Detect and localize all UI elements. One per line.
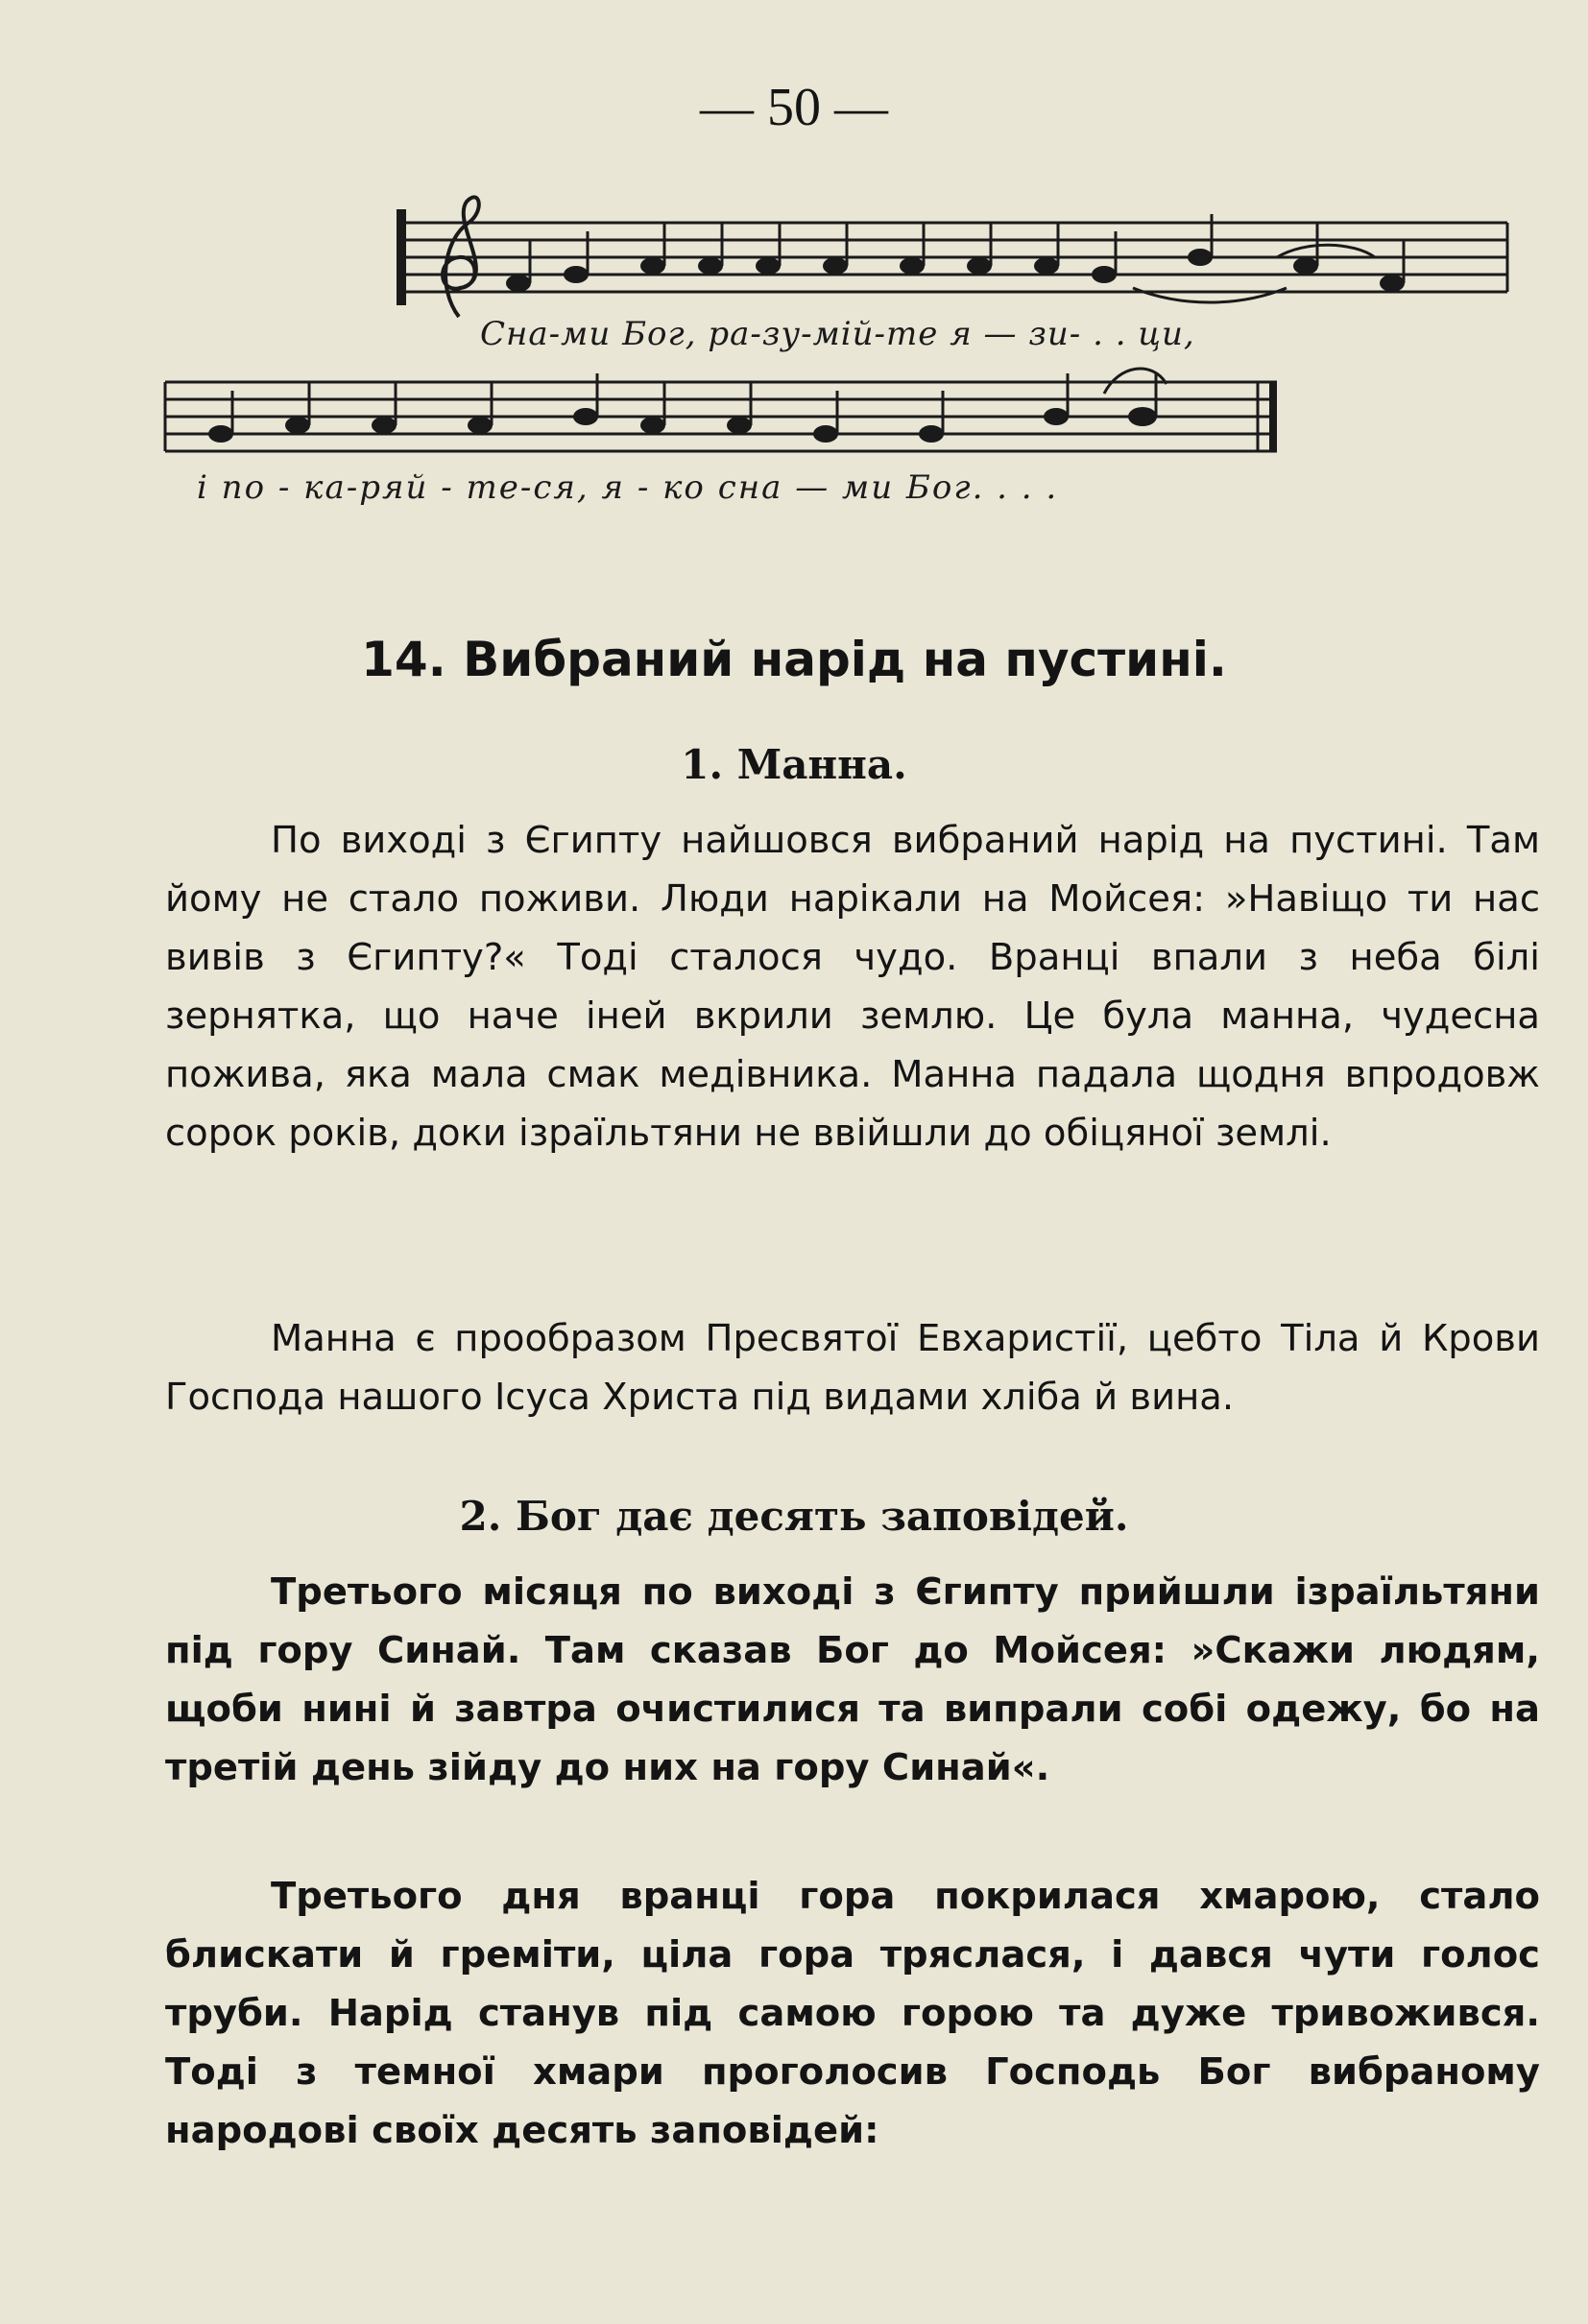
paragraph: По виході з Єгипту найшовся вибраний нарід на пустині. Там йому не стало поживи. Люди нарікали на Мойсея: »Навіщо ти нас вивів з Єгипту?« Тоді сталося чудо. Вранці впали з неба білі зернятка, що наче іней вкрили землю. Це була манна, чудесна пожива, яка мала смак медівника. Манна падала щодня впродовж сорок років, доки ізраїльтяни не ввійшли до обіцяної землі.: [165, 819, 1540, 1155]
page-number: — 50 —: [700, 78, 888, 137]
staff-2-notes: [208, 407, 1157, 443]
subsection-title-commandments: 2. Бог дає десять заповідей.: [459, 1493, 1129, 1540]
lyrics-line-2: і по - ка-ряй - те-ся, я - ко сна — ми Бог. . . .: [197, 468, 1059, 507]
staff-1-stems: [530, 214, 1404, 283]
subsection-title-manna: 1. Манна.: [681, 741, 907, 788]
staff-2: [165, 369, 1277, 451]
staff-1: [401, 197, 1507, 317]
staff-1-notes: [506, 249, 1405, 292]
commandments-paragraph-1: [165, 1563, 1540, 1797]
manna-paragraph-2: [165, 1309, 1540, 1426]
section-title: 14. Вибраний нарід на пустині.: [361, 632, 1227, 687]
manna-paragraph-1: [165, 811, 1540, 1162]
paragraph: Третього місяця по виході з Єгипту прийшли ізраїльтяни під гору Синай. Там сказав Бог до Мойсея: »Скажи людям, щоби нині й завтра очистилися та випрали собі одежу, бо на третій день зійду до них на гору Синай«.: [165, 1570, 1540, 1789]
music-notation: [0, 0, 1588, 576]
commandments-paragraph-2: [165, 1867, 1540, 2160]
paragraph: Третього дня вранці гора покрилася хмарою, стало блискати й греміти, ціла гора тряслася, і дався чути голос труби. Нарід станув під самою горою та дуже тривожився. Тоді з темної хмари проголосив Господь Бог вибраному народові своїх десять заповідей:: [165, 1875, 1540, 2152]
paragraph: Манна є прообразом Пресвятої Евхаристії, цебто Тіла й Крови Господа нашого Ісуса Христа під видами хліба й вина.: [165, 1317, 1540, 1419]
lyrics-line-1: Сна-ми Бог, ра-зу-мій-те я — зи- . . ци,: [480, 315, 1195, 353]
